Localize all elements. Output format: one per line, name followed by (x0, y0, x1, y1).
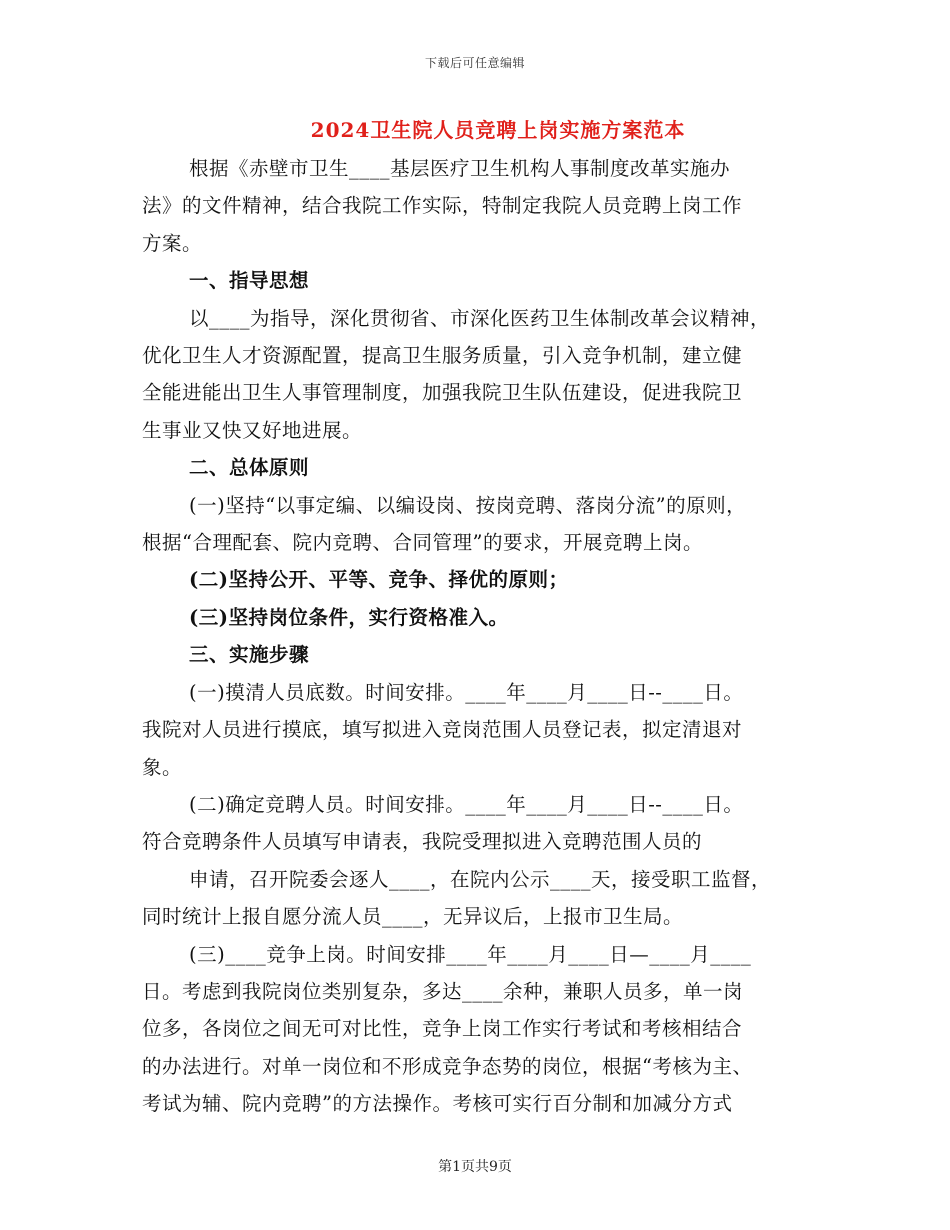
body-line: 法》的文件精神，结合我院工作实际，特制定我院人员竞聘上岗工作 (142, 194, 743, 218)
document-title: 2024卫生院人员竞聘上岗实施方案范本 (310, 118, 686, 142)
body-line: 生事业又快又好地进展。 (142, 418, 363, 442)
body-line: 日。考虑到我院岗位类别复杂，多达____余种，兼职人员多，单一岗 (142, 979, 744, 1003)
principle-item: (二)坚持公开、平等、竞争、择优的原则； (189, 568, 569, 592)
document-body (142, 150, 810, 1123)
body-line: 位多，各岗位之间无可对比性，竞争上岗工作实行考试和考核相结合 (142, 1017, 743, 1041)
body-line: 象。 (142, 755, 183, 779)
body-line: 以____为指导，深化贯彻省、市深化医药卫生体制改革会议精神， (189, 306, 771, 330)
body-line: 优化卫生人才资源配置，提高卫生服务质量，引入竞争机制，建立健 (142, 344, 743, 368)
body-line: (一)坚持“以事定编、以编设岗、按岗竞聘、落岗分流”的原则， (189, 493, 747, 517)
body-line: 根据“合理配套、院内竞聘、合同管理”的要求，开展竞聘上岗。 (142, 531, 703, 555)
section-heading: 一、指导思想 (189, 269, 310, 293)
page-footer: 第1页共9页 (438, 1159, 512, 1175)
body-line: 同时统计上报自愿分流人员____，无异议后，上报市卫生局。 (142, 905, 684, 929)
body-line: 我院对人员进行摸底，填写拟进入竞岗范围人员登记表，拟定清退对 (142, 718, 743, 742)
body-line: 的办法进行。对单一岗位和不形成竞争态势的岗位，根据“考核为主、 (142, 1054, 753, 1078)
body-line: (二)确定竞聘人员。时间安排。____年____月____日--____日。 (189, 792, 744, 816)
section-heading: 三、实施步骤 (189, 643, 310, 667)
section-heading: 二、总体原则 (189, 456, 310, 480)
body-line: 申请，召开院委会逐人____，在院内公示____天，接受职工监督， (189, 867, 772, 891)
body-line: 考试为辅、院内竞聘”的方法操作。考核可实行百分制和加减分方式 (142, 1092, 733, 1116)
header-note: 下载后可任意编辑 (424, 56, 525, 70)
body-line: 根据《赤壁市卫生____基层医疗卫生机构人事制度改革实施办 (189, 157, 731, 180)
body-line: 全能进能出卫生人事管理制度，加强我院卫生队伍建设，促进我院卫 (142, 381, 743, 405)
body-line: (三)____竞争上岗。时间安排____年____月____日—____月____ (189, 942, 752, 966)
body-line: (一)摸清人员底数。时间安排。____年____月____日--____日。 (189, 680, 744, 704)
body-line: 符合竞聘条件人员填写申请表，我院受理拟进入竞聘范围人员的 (142, 830, 703, 854)
body-line: 方案。 (142, 231, 203, 255)
principle-item: (三)坚持岗位条件，实行资格准入。 (189, 605, 509, 629)
